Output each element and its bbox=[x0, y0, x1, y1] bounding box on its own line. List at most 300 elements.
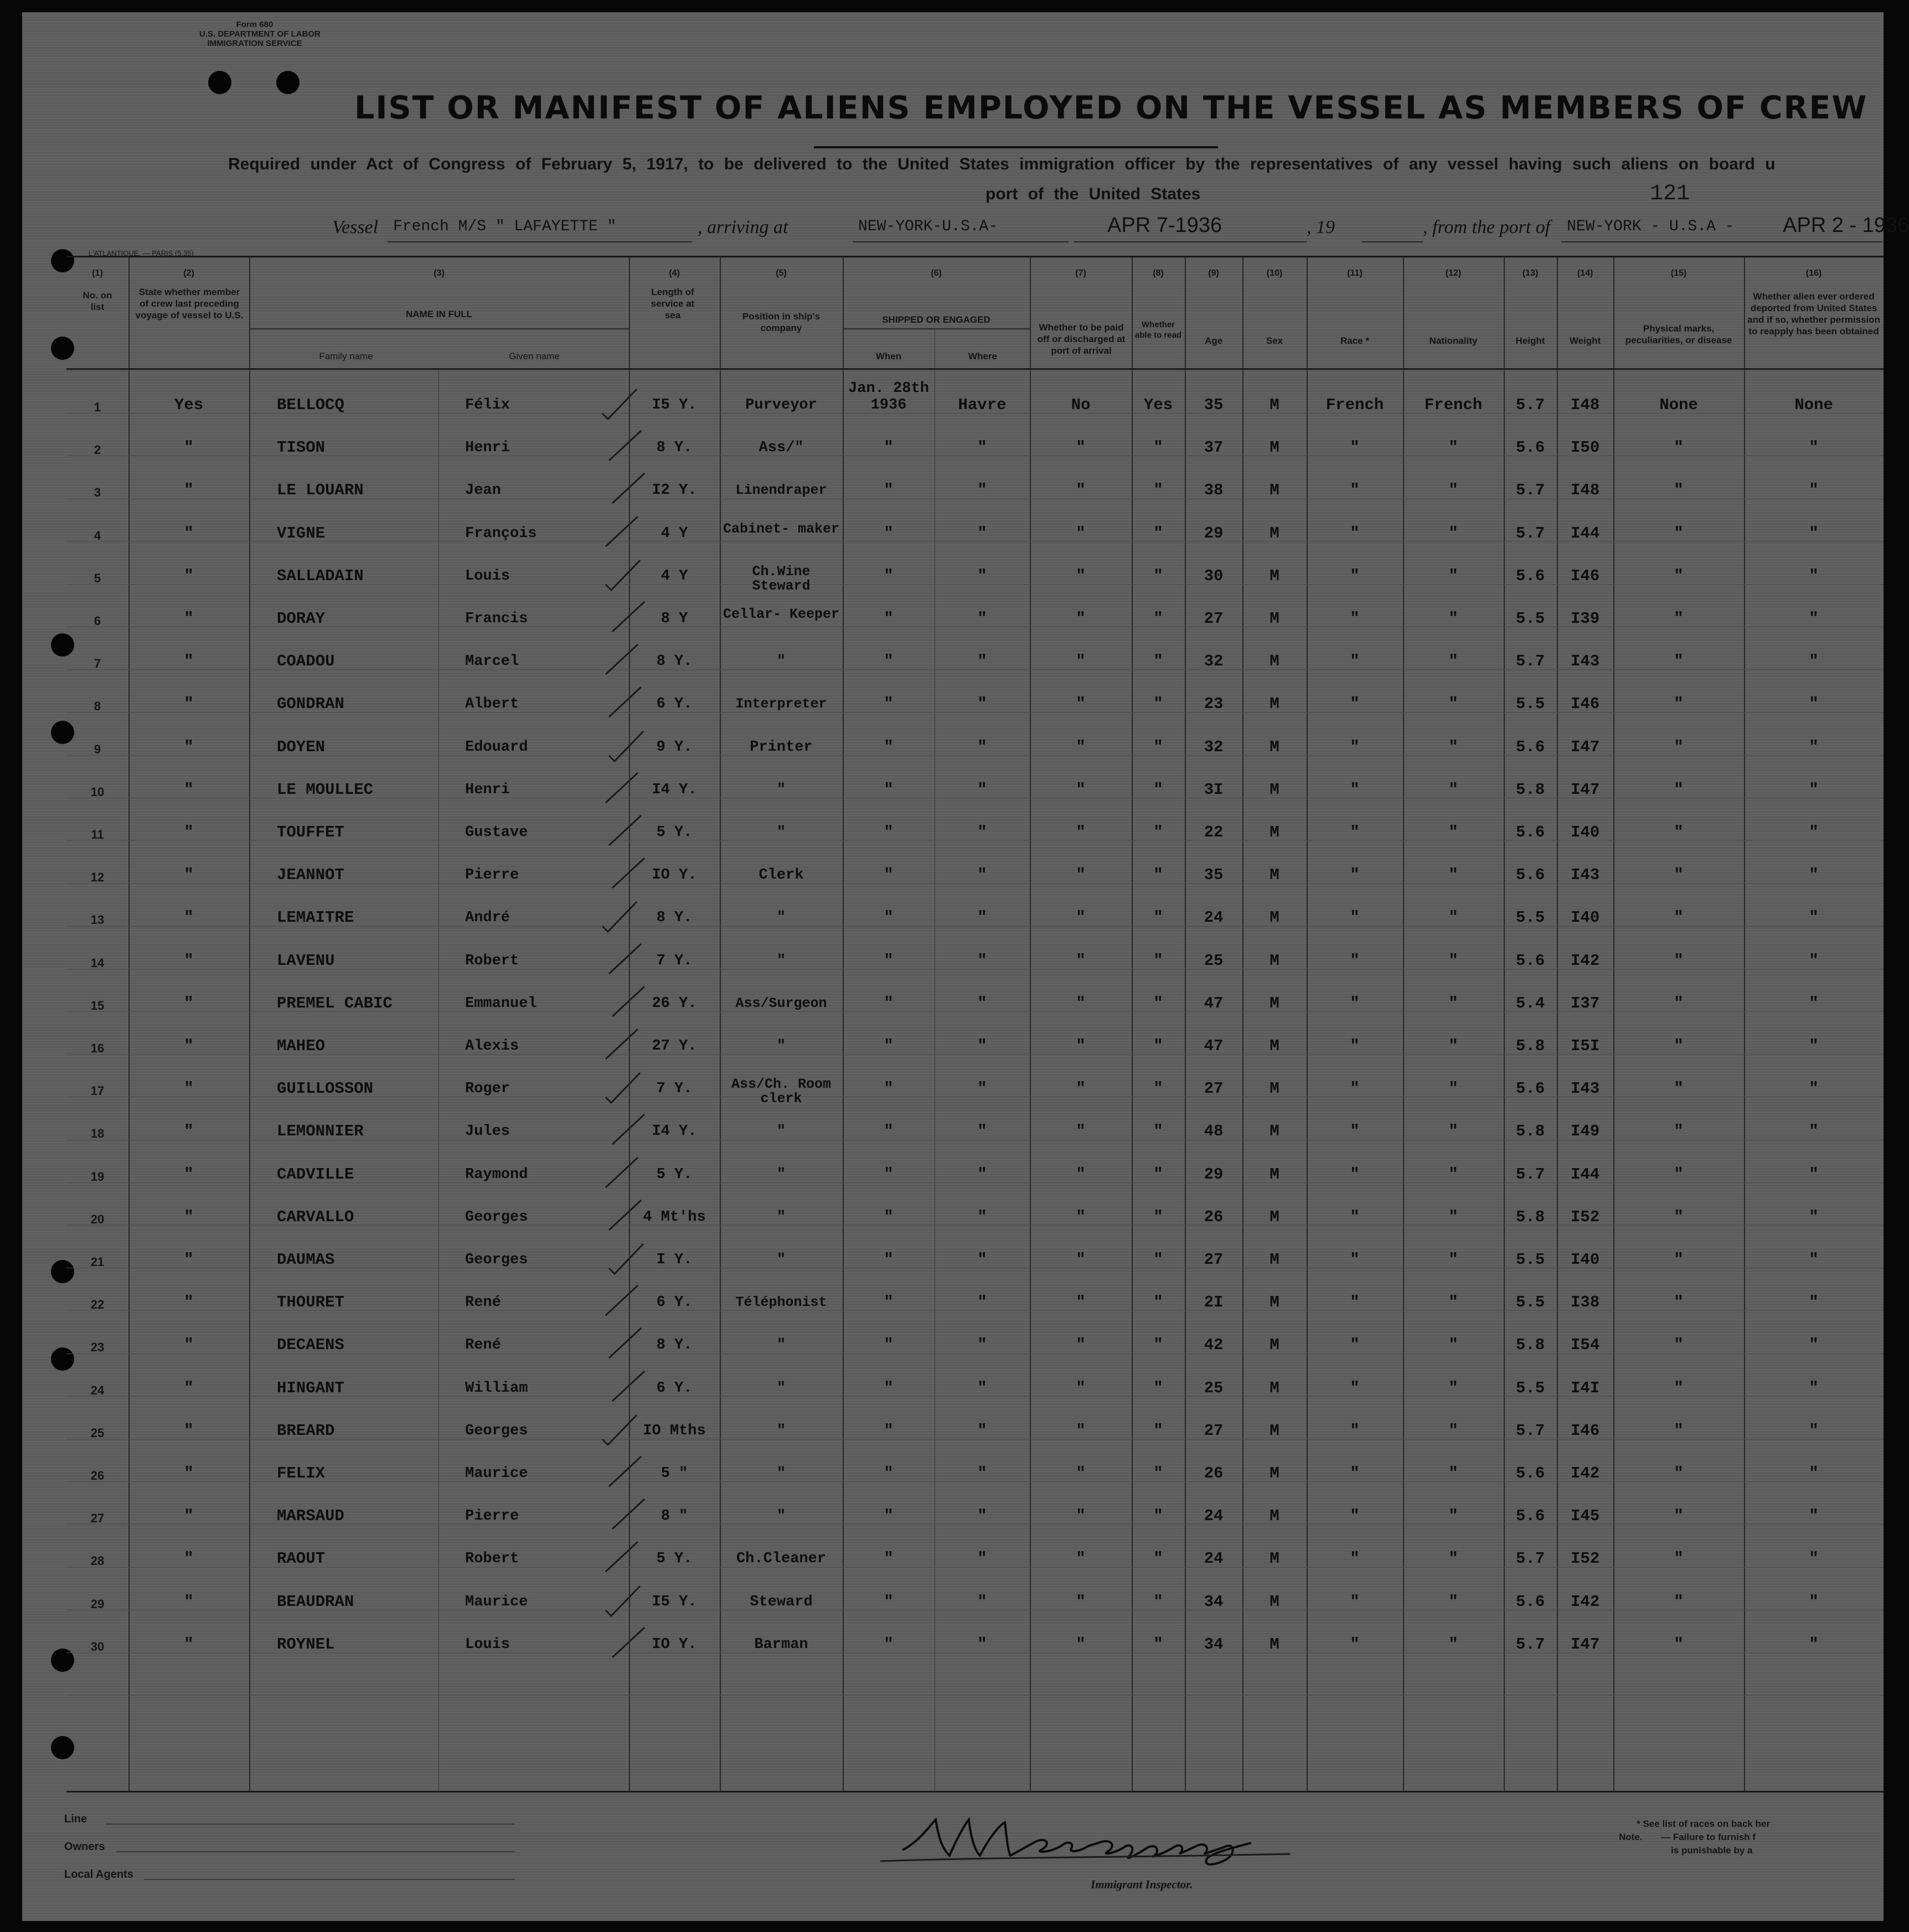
family-name-cell: VIGNE bbox=[277, 524, 326, 543]
prev-voyage-cell: " bbox=[184, 1464, 194, 1482]
able-to-read-cell: " bbox=[1153, 1507, 1163, 1526]
given-name-cell: Robert bbox=[465, 1551, 519, 1568]
family-name-header: Family name bbox=[319, 351, 373, 361]
age-cell: 37 bbox=[1204, 438, 1224, 457]
nationality-cell: " bbox=[1448, 566, 1458, 585]
position-cell: " bbox=[776, 653, 786, 670]
physical-marks-cell: " bbox=[1674, 1122, 1684, 1141]
given-name-cell: Georges bbox=[465, 1208, 528, 1226]
weight-cell: I44 bbox=[1570, 524, 1600, 543]
family-name-cell: LAVENU bbox=[277, 951, 335, 970]
weight-cell: I4I bbox=[1570, 1378, 1600, 1397]
col6-header: SHIPPED OR ENGAGED bbox=[882, 314, 990, 325]
service-length-cell: 5 " bbox=[661, 1465, 688, 1482]
check-mark bbox=[598, 385, 642, 423]
position-cell: Cabinet- maker bbox=[723, 520, 840, 537]
age-cell: 25 bbox=[1204, 1378, 1224, 1397]
line-label: Line bbox=[64, 1813, 87, 1825]
age-cell: 24 bbox=[1204, 908, 1224, 927]
position-cell: " bbox=[776, 1508, 786, 1525]
paid-off-cell: " bbox=[1076, 481, 1086, 500]
service-length-cell: 6 Y. bbox=[656, 1380, 693, 1397]
row-number: 12 bbox=[90, 870, 105, 885]
position-cell: " bbox=[776, 824, 786, 841]
able-to-read-cell: " bbox=[1153, 1464, 1163, 1482]
race-cell: " bbox=[1350, 1378, 1360, 1397]
check-mark bbox=[601, 684, 646, 722]
race-cell: " bbox=[1350, 1037, 1360, 1055]
height-cell: 5.5 bbox=[1515, 695, 1545, 714]
paid-off-cell: " bbox=[1076, 1421, 1086, 1440]
prev-voyage-cell: " bbox=[184, 1549, 194, 1568]
height-cell: 5.7 bbox=[1515, 1549, 1545, 1568]
deported-cell: " bbox=[1809, 908, 1819, 927]
service-name: IMMIGRATION SERVICE bbox=[207, 39, 302, 48]
family-name-cell: DOYEN bbox=[277, 737, 326, 756]
inspector-signature bbox=[869, 1803, 1312, 1881]
age-cell: 27 bbox=[1204, 609, 1224, 628]
prev-voyage-cell: " bbox=[184, 524, 194, 543]
given-name-cell: François bbox=[465, 525, 537, 542]
age-cell: 22 bbox=[1204, 823, 1224, 841]
age-cell: 25 bbox=[1204, 951, 1224, 970]
physical-marks-cell: " bbox=[1674, 951, 1684, 970]
prev-voyage-cell: " bbox=[184, 1251, 194, 1269]
check-mark bbox=[601, 1325, 646, 1363]
col15-number: (15) bbox=[1670, 268, 1687, 278]
shipped-where-cell: " bbox=[977, 566, 987, 585]
able-to-read-cell: Yes bbox=[1143, 396, 1173, 414]
shipped-when-cell: " bbox=[884, 951, 894, 970]
row-number: 26 bbox=[90, 1469, 105, 1482]
age-cell: 24 bbox=[1204, 1507, 1224, 1526]
check-mark bbox=[605, 1496, 649, 1535]
able-to-read-cell: " bbox=[1153, 908, 1163, 927]
sex-cell: M bbox=[1270, 908, 1279, 927]
height-cell: 5.8 bbox=[1515, 780, 1545, 799]
binder-hole bbox=[208, 71, 231, 94]
col8-header: Whether able to read bbox=[1134, 320, 1182, 340]
given-name-cell: Henri bbox=[465, 440, 510, 457]
nationality-cell: " bbox=[1448, 524, 1458, 543]
deported-cell: " bbox=[1809, 1507, 1819, 1526]
shipped-where-cell: " bbox=[977, 951, 987, 970]
weight-cell: I45 bbox=[1570, 1507, 1600, 1526]
service-length-cell: 4 Y bbox=[661, 525, 688, 542]
height-cell: 5.7 bbox=[1515, 1635, 1545, 1654]
from-port: NEW-YORK - U.S.A - bbox=[1567, 218, 1735, 235]
weight-cell: I52 bbox=[1570, 1207, 1600, 1226]
year-underline bbox=[1362, 241, 1423, 242]
position-cell: Interpreter bbox=[735, 696, 827, 712]
deported-cell: " bbox=[1809, 524, 1819, 543]
prev-voyage-cell: " bbox=[184, 438, 194, 457]
check-mark bbox=[601, 427, 646, 466]
sex-cell: M bbox=[1270, 524, 1279, 543]
deported-cell: " bbox=[1809, 438, 1819, 457]
shipped-when-cell: " bbox=[884, 1251, 894, 1269]
weight-cell: I40 bbox=[1570, 908, 1600, 927]
sex-cell: M bbox=[1270, 1635, 1279, 1654]
deported-cell: " bbox=[1809, 566, 1819, 585]
able-to-read-cell: " bbox=[1153, 1635, 1163, 1654]
given-name-cell: Pierre bbox=[465, 867, 519, 884]
page-number: 121 bbox=[1650, 182, 1690, 206]
able-to-read-cell: " bbox=[1153, 1037, 1163, 1055]
row-rule bbox=[66, 1695, 1884, 1696]
crew-manifest-table bbox=[66, 256, 1884, 1792]
shipped-header-rule bbox=[844, 328, 1030, 329]
position-cell: " bbox=[776, 1123, 786, 1140]
check-mark bbox=[601, 1068, 646, 1107]
check-mark bbox=[598, 1154, 642, 1193]
position-cell: Barman bbox=[754, 1636, 808, 1653]
paid-off-cell: " bbox=[1076, 566, 1086, 585]
race-cell: " bbox=[1350, 1336, 1360, 1355]
weight-cell: I49 bbox=[1570, 1122, 1600, 1141]
shipped-when-cell: " bbox=[884, 1421, 894, 1440]
weight-cell: I42 bbox=[1570, 1464, 1600, 1482]
able-to-read-cell: " bbox=[1153, 1293, 1163, 1312]
position-cell: Ass/Ch. Room clerk bbox=[731, 1076, 832, 1107]
able-to-read-cell: " bbox=[1153, 1549, 1163, 1568]
paid-off-cell: " bbox=[1076, 524, 1086, 543]
race-cell: " bbox=[1350, 1507, 1360, 1526]
able-to-read-cell: " bbox=[1153, 1378, 1163, 1397]
paid-off-cell: " bbox=[1076, 994, 1086, 1013]
weight-cell: I47 bbox=[1570, 737, 1600, 756]
race-cell: " bbox=[1350, 994, 1360, 1013]
subtitle-line2: port of the United States bbox=[986, 185, 1201, 203]
physical-marks-cell: " bbox=[1674, 1165, 1684, 1184]
physical-marks-cell: " bbox=[1674, 866, 1684, 885]
check-mark bbox=[598, 1282, 642, 1321]
position-cell: " bbox=[776, 952, 786, 969]
paid-off-cell: " bbox=[1076, 737, 1086, 756]
shipped-when-cell: " bbox=[884, 994, 894, 1013]
family-name-cell: SALLADAIN bbox=[277, 566, 364, 585]
nationality-cell: " bbox=[1448, 609, 1458, 628]
col1-header: No. on list bbox=[82, 290, 112, 312]
given-name-cell: Louis bbox=[465, 567, 510, 585]
race-cell: " bbox=[1350, 1421, 1360, 1440]
arriving-label: , arriving at bbox=[698, 217, 788, 237]
position-cell: Ch.Cleaner bbox=[736, 1551, 827, 1568]
nationality-cell: " bbox=[1448, 1207, 1458, 1226]
family-name-cell: RAOUT bbox=[277, 1549, 326, 1568]
given-name-cell: Félix bbox=[465, 397, 510, 414]
able-to-read-cell: " bbox=[1153, 566, 1163, 585]
given-name-cell: Louis bbox=[465, 1636, 510, 1653]
given-name-cell: Albert bbox=[465, 696, 519, 713]
prev-voyage-cell: Yes bbox=[174, 396, 204, 414]
row-number: 28 bbox=[90, 1554, 105, 1568]
deported-cell: " bbox=[1809, 1122, 1819, 1141]
position-cell: " bbox=[776, 1208, 786, 1226]
position-cell: " bbox=[776, 1166, 786, 1183]
physical-marks-cell: " bbox=[1674, 481, 1684, 500]
physical-marks-cell: " bbox=[1674, 780, 1684, 799]
nationality-cell: " bbox=[1448, 1378, 1458, 1397]
column-divider bbox=[249, 257, 250, 1791]
race-cell: " bbox=[1350, 1549, 1360, 1568]
sex-cell: M bbox=[1270, 1421, 1279, 1440]
prev-voyage-cell: " bbox=[184, 1165, 194, 1184]
weight-cell: I52 bbox=[1570, 1549, 1600, 1568]
nationality-cell: " bbox=[1448, 1421, 1458, 1440]
weight-cell: I46 bbox=[1570, 566, 1600, 585]
family-name-cell: GONDRAN bbox=[277, 695, 344, 714]
check-mark bbox=[605, 727, 649, 766]
row-number: 30 bbox=[90, 1639, 105, 1654]
height-cell: 5.8 bbox=[1515, 1207, 1545, 1226]
deported-cell: " bbox=[1809, 695, 1819, 714]
paid-off-cell: " bbox=[1076, 1293, 1086, 1312]
service-length-cell: 5 Y. bbox=[656, 1166, 693, 1183]
col7-number: (7) bbox=[1075, 268, 1086, 278]
col4-header: Length of service at sea bbox=[651, 287, 695, 321]
shipped-when-cell: " bbox=[884, 1507, 894, 1526]
deported-cell: " bbox=[1809, 1464, 1819, 1482]
paid-off-cell: " bbox=[1076, 1378, 1086, 1397]
height-cell: 5.6 bbox=[1515, 951, 1545, 970]
sex-cell: M bbox=[1270, 823, 1279, 841]
physical-marks-cell: " bbox=[1674, 1207, 1684, 1226]
service-length-cell: I2 Y. bbox=[652, 482, 697, 499]
deported-cell: " bbox=[1809, 1549, 1819, 1568]
position-cell: " bbox=[776, 1252, 786, 1268]
height-cell: 5.6 bbox=[1515, 823, 1545, 841]
service-length-cell: IO Y. bbox=[652, 867, 697, 884]
col4-number: (4) bbox=[669, 268, 680, 278]
deported-cell: " bbox=[1809, 1378, 1819, 1397]
position-cell: " bbox=[776, 1380, 786, 1397]
weight-cell: I42 bbox=[1570, 951, 1600, 970]
physical-marks-cell: " bbox=[1674, 609, 1684, 628]
check-mark bbox=[601, 556, 646, 595]
vessel-name: French M/S " LAFAYETTE " bbox=[393, 218, 617, 235]
age-cell: 29 bbox=[1204, 1165, 1224, 1184]
col2-header: State whether member of crew last preceding voyage of vessel to U.S. bbox=[135, 287, 244, 321]
nationality-cell: " bbox=[1448, 481, 1458, 500]
service-length-cell: 9 Y. bbox=[656, 738, 693, 756]
deported-cell: " bbox=[1809, 1165, 1819, 1184]
age-cell: 24 bbox=[1204, 1549, 1224, 1568]
position-cell: Printer bbox=[750, 738, 813, 756]
header-rule bbox=[66, 368, 1884, 370]
race-cell: " bbox=[1350, 1592, 1360, 1611]
height-cell: 5.7 bbox=[1515, 524, 1545, 543]
prev-voyage-cell: " bbox=[184, 994, 194, 1013]
height-cell: 5.4 bbox=[1515, 994, 1545, 1013]
col10-number: (10) bbox=[1266, 268, 1283, 278]
family-name-cell: LE MOULLEC bbox=[277, 780, 374, 799]
agents-underline bbox=[144, 1879, 515, 1880]
paid-off-cell: " bbox=[1076, 780, 1086, 799]
family-name-cell: GUILLOSSON bbox=[277, 1079, 374, 1098]
height-cell: 5.5 bbox=[1515, 1293, 1545, 1312]
shipped-when-cell: " bbox=[884, 1079, 894, 1098]
nationality-cell: " bbox=[1448, 695, 1458, 714]
nationality-cell: " bbox=[1448, 994, 1458, 1013]
physical-marks-cell: " bbox=[1674, 438, 1684, 457]
age-cell: 29 bbox=[1204, 524, 1224, 543]
age-cell: 35 bbox=[1204, 866, 1224, 885]
shipped-when-cell: " bbox=[884, 823, 894, 841]
race-cell: " bbox=[1350, 1079, 1360, 1098]
position-cell: " bbox=[776, 1465, 786, 1482]
col2-number: (2) bbox=[183, 268, 194, 278]
weight-cell: I38 bbox=[1570, 1293, 1600, 1312]
paid-off-cell: No bbox=[1071, 396, 1091, 414]
height-cell: 5.6 bbox=[1515, 1592, 1545, 1611]
race-cell: " bbox=[1350, 524, 1360, 543]
height-cell: 5.8 bbox=[1515, 1037, 1545, 1055]
family-name-cell: PREMEL CABIC bbox=[277, 994, 393, 1013]
row-number: 11 bbox=[91, 828, 104, 841]
position-cell: Téléphonist bbox=[735, 1294, 827, 1311]
service-length-cell: I4 Y. bbox=[652, 781, 697, 798]
service-length-cell: 27 Y. bbox=[652, 1038, 697, 1055]
col12-header: Nationality bbox=[1429, 335, 1478, 346]
age-cell: 34 bbox=[1204, 1592, 1224, 1611]
check-mark bbox=[598, 769, 642, 808]
deported-cell: " bbox=[1809, 1251, 1819, 1269]
col3-header: NAME IN FULL bbox=[406, 309, 472, 319]
paid-off-cell: " bbox=[1076, 1079, 1086, 1098]
nationality-cell: " bbox=[1448, 908, 1458, 927]
service-length-cell: 8 Y. bbox=[656, 910, 693, 927]
check-mark bbox=[601, 941, 646, 979]
shipped-where-cell: " bbox=[977, 1165, 987, 1184]
able-to-read-cell: " bbox=[1153, 695, 1163, 714]
shipped-where-cell: " bbox=[977, 780, 987, 799]
race-cell: " bbox=[1350, 1207, 1360, 1226]
paid-off-cell: " bbox=[1076, 1507, 1086, 1526]
height-cell: 5.7 bbox=[1515, 1421, 1545, 1440]
col15-header: Physical marks, peculiarities, or disease bbox=[1625, 323, 1732, 345]
check-mark bbox=[598, 1026, 642, 1065]
arriving-port: NEW-YORK-U.S.A- bbox=[858, 218, 998, 235]
deported-cell: " bbox=[1809, 1592, 1819, 1611]
shipped-when-cell: " bbox=[884, 1037, 894, 1055]
form-number: Form 680 bbox=[236, 20, 274, 29]
shipped-where-cell: " bbox=[977, 481, 987, 500]
paid-off-cell: " bbox=[1076, 1165, 1086, 1184]
inspector-label: Immigrant Inspector. bbox=[1091, 1878, 1193, 1891]
weight-cell: I47 bbox=[1570, 1635, 1600, 1654]
sex-cell: M bbox=[1270, 695, 1279, 714]
check-mark bbox=[601, 812, 646, 851]
position-cell: Clerk bbox=[759, 867, 804, 884]
prev-voyage-cell: " bbox=[184, 1635, 194, 1654]
service-length-cell: I5 Y. bbox=[652, 397, 697, 414]
check-mark bbox=[598, 1411, 642, 1449]
able-to-read-cell: " bbox=[1153, 438, 1163, 457]
check-mark bbox=[605, 1111, 649, 1150]
check-mark bbox=[605, 598, 649, 637]
shipped-where-cell: " bbox=[977, 1464, 987, 1482]
col8-number: (8) bbox=[1153, 268, 1164, 278]
row-number: 20 bbox=[90, 1212, 105, 1226]
col5-number: (5) bbox=[776, 268, 787, 278]
age-cell: 3I bbox=[1204, 780, 1224, 799]
col16-header: Whether alien ever ordered deported from United States and if so, whether permission to reapply has been obtained bbox=[1747, 291, 1880, 337]
age-cell: 27 bbox=[1204, 1421, 1224, 1440]
able-to-read-cell: " bbox=[1153, 737, 1163, 756]
col11-header: Race * bbox=[1340, 335, 1369, 346]
age-cell: 30 bbox=[1204, 566, 1224, 585]
able-to-read-cell: " bbox=[1153, 780, 1163, 799]
height-cell: 5.6 bbox=[1515, 1507, 1545, 1526]
shipped-where-cell: " bbox=[977, 1207, 987, 1226]
age-cell: 32 bbox=[1204, 737, 1224, 756]
service-length-cell: 4 Y bbox=[661, 567, 688, 585]
row-number: 22 bbox=[90, 1298, 105, 1312]
shipped-when-cell: " bbox=[884, 695, 894, 714]
shipped-where-cell: " bbox=[977, 524, 987, 543]
deported-cell: " bbox=[1809, 866, 1819, 885]
nationality-cell: " bbox=[1448, 951, 1458, 970]
paid-off-cell: " bbox=[1076, 951, 1086, 970]
service-length-cell: IO Y. bbox=[652, 1636, 697, 1653]
sex-cell: M bbox=[1270, 1207, 1279, 1226]
sex-cell: M bbox=[1270, 1507, 1279, 1526]
shipped-when-cell: " bbox=[884, 1336, 894, 1355]
given-name-cell: Raymond bbox=[465, 1166, 528, 1183]
sex-cell: M bbox=[1270, 1378, 1279, 1397]
height-cell: 5.6 bbox=[1515, 1464, 1545, 1482]
race-cell: " bbox=[1350, 652, 1360, 671]
able-to-read-cell: " bbox=[1153, 524, 1163, 543]
sex-cell: M bbox=[1270, 1293, 1279, 1312]
shipped-where-cell: " bbox=[977, 609, 987, 628]
shipped-where-cell: " bbox=[977, 1507, 987, 1526]
sex-cell: M bbox=[1270, 566, 1279, 585]
sex-cell: M bbox=[1270, 481, 1279, 500]
col5-header: Position in ship's company bbox=[742, 311, 821, 333]
check-mark bbox=[598, 641, 642, 680]
race-cell: French bbox=[1325, 396, 1384, 414]
title-rule bbox=[814, 146, 1218, 148]
height-cell: 5.6 bbox=[1515, 866, 1545, 885]
nationality-cell: " bbox=[1448, 1336, 1458, 1355]
position-cell: Cellar- Keeper bbox=[723, 606, 840, 622]
family-name-cell: LEMAITRE bbox=[277, 908, 354, 927]
shipped-when-cell: " bbox=[884, 609, 894, 628]
shipped-when-cell: " bbox=[884, 566, 894, 585]
shipped-where-cell: " bbox=[977, 823, 987, 841]
able-to-read-cell: " bbox=[1153, 951, 1163, 970]
row-number: 19 bbox=[90, 1169, 105, 1184]
age-cell: 34 bbox=[1204, 1635, 1224, 1654]
service-length-cell: I Y. bbox=[656, 1252, 693, 1268]
row-number: 17 bbox=[90, 1084, 105, 1098]
position-cell: " bbox=[776, 1422, 786, 1439]
deported-cell: None bbox=[1794, 396, 1833, 414]
nationality-cell: " bbox=[1448, 737, 1458, 756]
prev-voyage-cell: " bbox=[184, 951, 194, 970]
height-cell: 5.5 bbox=[1515, 908, 1545, 927]
shipped-when-cell: " bbox=[884, 1207, 894, 1226]
service-length-cell: I5 Y. bbox=[652, 1593, 697, 1610]
race-cell: " bbox=[1350, 823, 1360, 841]
prev-voyage-cell: " bbox=[184, 1336, 194, 1355]
weight-cell: I48 bbox=[1570, 481, 1600, 500]
col3-number: (3) bbox=[434, 268, 445, 278]
row-number: 10 bbox=[90, 784, 105, 799]
position-cell: Purveyor bbox=[745, 397, 817, 414]
